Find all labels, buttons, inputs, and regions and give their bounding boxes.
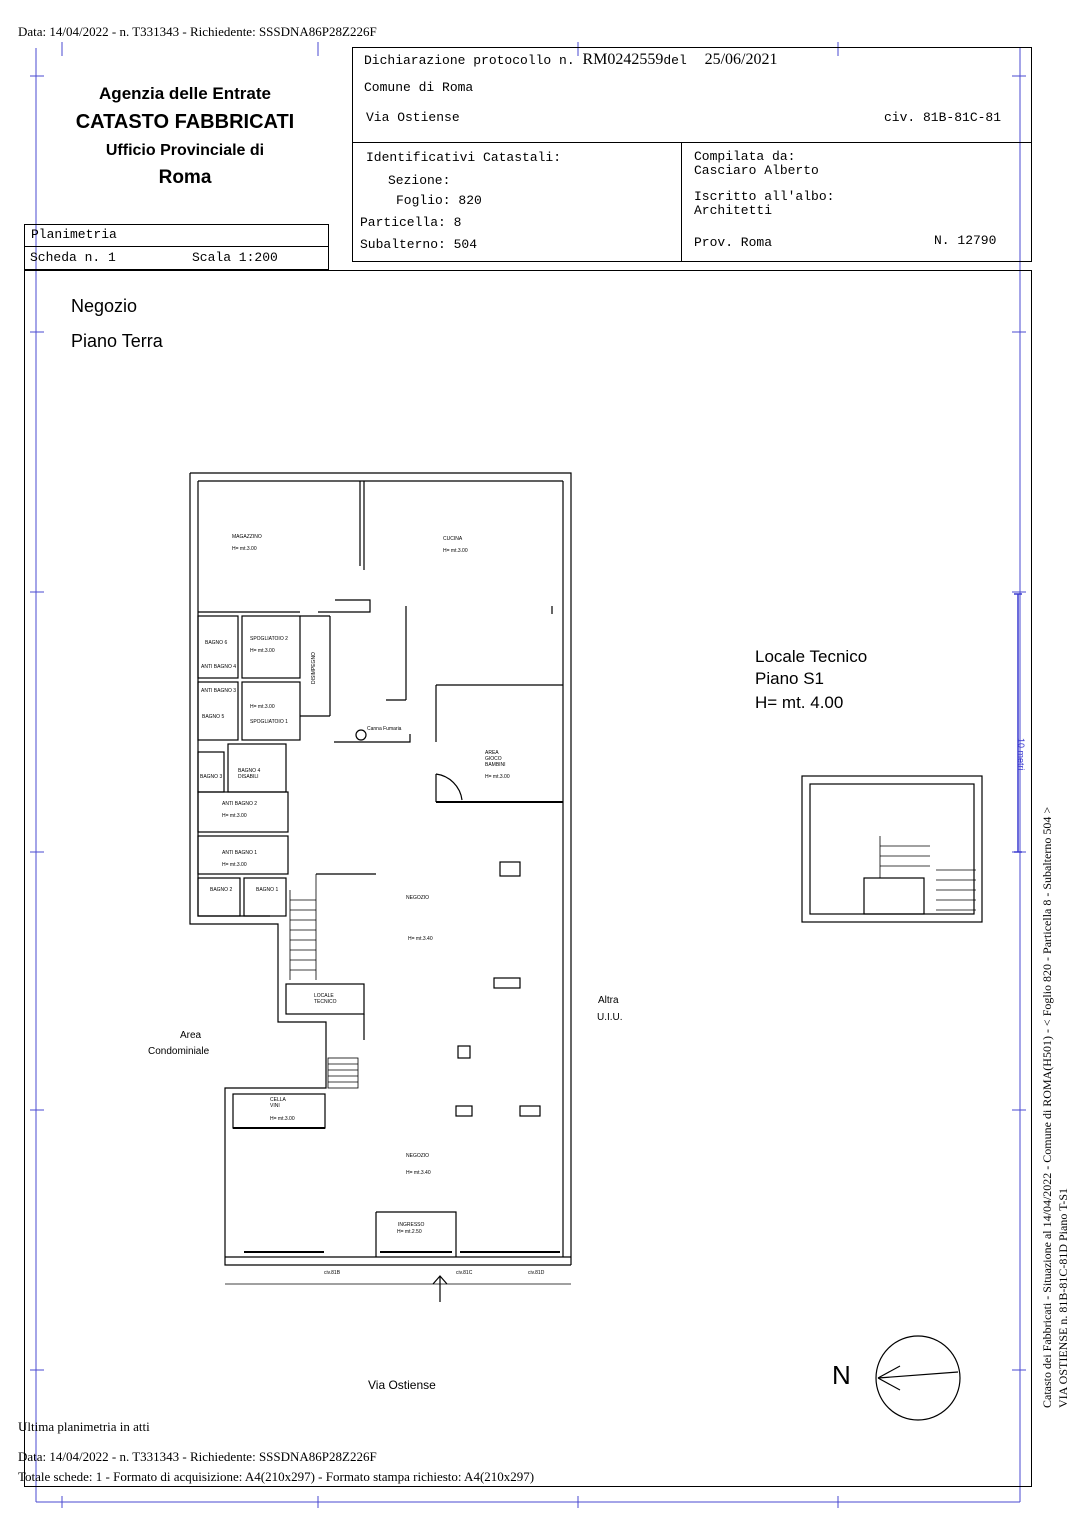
comune: Comune di Roma [364,80,474,95]
ufficio-city: Roma [158,167,212,188]
civ-81c: civ.81C [456,1270,473,1276]
foglio: Foglio: 820 [396,193,482,208]
albo-value: Architetti [694,203,773,218]
tecnico-title: Locale Tecnico [755,647,868,666]
room-bagno5: BAGNO 5 [202,714,225,720]
room-bagno2: BAGNO 2 [210,887,233,893]
room-antibagno3: ANTI BAGNO 3 [201,688,237,694]
prov: Prov. Roma [694,235,773,250]
room-spogliatoio2: SPOGLIATOIO 2 [250,636,288,642]
catasto-title: CATASTO FABBRICATI [75,111,295,133]
room-cucina-h: H= mt.3.00 [443,548,468,554]
room-disimpegno: DISIMPEGNO [311,652,317,684]
sezione: Sezione: [388,173,451,188]
room-antibagno2-h: H= mt.3.00 [222,813,247,819]
identificativi-title: Identificativi Catastali: [366,150,562,165]
room-cella: CELLA VINI [270,1097,286,1109]
tecnico-height: H= mt. 4.00 [755,693,844,712]
room-antibagno1: ANTI BAGNO 1 [222,850,258,856]
albo-number: N. 12790 [934,233,997,248]
room-spogliatoio1-h: H= mt.3.00 [250,704,275,710]
subalterno: Subalterno: 504 [360,237,478,252]
civ-81b: civ.81B [324,1270,341,1276]
room-area-gioco-h: H= mt.3.00 [485,774,510,780]
planimetria-label: Planimetria [31,227,117,242]
room-antibagno1-h: H= mt.3.00 [222,862,247,868]
room-magazzino: MAGAZZINO [232,534,262,540]
altra-uiu: U.I.U. [597,1012,623,1023]
room-antibagno2: ANTI BAGNO 2 [222,801,258,807]
declaration-del: del [663,53,687,68]
tecnico-floor: Piano S1 [755,669,824,688]
room-bagno3: BAGNO 3 [200,774,223,780]
plan-title: Negozio [71,296,138,316]
footer-totale: Totale schede: 1 - Formato di acquisizione: A4(210x297) - Formato stampa richiesto: A4(210x297) [18,1469,535,1484]
footer-ultima: Ultima planimetria in atti [18,1419,150,1434]
room-spogliatoio1: SPOGLIATOIO 1 [250,719,288,725]
room-locale-tecnico: LOCALE TECNICO [314,993,337,1005]
scale-mark: 10 metri [1016,738,1026,771]
room-spogliatoio2-h: H= mt.3.00 [250,648,275,654]
room-antibagno4: ANTI BAGNO 4 [201,664,237,670]
scheda-label: Scheda n. 1 [30,250,116,265]
declaration-prefix: Dichiarazione protocollo n. [364,53,575,68]
room-ingresso: INGRESSO [398,1222,425,1228]
altra-label: Altra [598,995,619,1006]
room-bagno4: BAGNO 4 DISABILI [238,768,261,780]
scala-label: Scala 1:200 [192,250,278,265]
ufficio-label: Ufficio Provinciale di [105,142,265,159]
albo-label: Iscritto all'albo: [694,189,835,204]
agency-name: Agenzia delle Entrate [99,84,271,103]
room-magazzino-h: H= mt.3.00 [232,546,257,552]
compilata-name: Casciaro Alberto [694,163,819,178]
area-condominiale: Condominiale [148,1046,210,1057]
civ-81d: civ.81D [528,1270,545,1276]
room-negozio-h: H= mt.3.40 [408,936,433,942]
footer-data: Data: 14/04/2022 - n. T331343 - Richiedente: SSSDNA86P28Z226F [18,1449,377,1464]
room-ingresso-h: H= mt.2.50 [397,1229,422,1235]
area-label: Area [180,1030,202,1041]
declaration-number: RM0242559 [582,51,664,68]
side-text-address: VIA OSTIENSE n. 81B-81C-81D Piano T-S1 [1056,1187,1070,1408]
declaration-date: 25/06/2021 [704,51,778,68]
plan-floor: Piano Terra [71,331,163,351]
particella: Particella: 8 [360,215,462,230]
room-cucina: CUCINA [443,536,463,542]
canna-fumaria: Canna Fumaria [367,726,402,732]
room-cella-h: H= mt.3.00 [270,1116,295,1122]
room-area-gioco: AREA GIOCO BAMBINI [485,750,506,768]
north-label: N [832,1360,851,1390]
side-text-catasto: Catasto dei Fabbricati - Situazione al 14/04/2022 - Comune di ROMA(H501) - < Foglio 820 - Particella 8 - Subalterno 504 > [1040,806,1054,1408]
room-negozio: NEGOZIO [406,895,430,901]
room-negozio2: NEGOZIO [406,1153,430,1159]
via: Via Ostiense [366,110,460,125]
compilata-label: Compilata da: [694,149,796,164]
room-negozio2-h: H= mt.3.40 [406,1170,431,1176]
room-bagno1: BAGNO 1 [256,887,279,893]
civico: civ. 81B-81C-81 [884,110,1002,125]
header-line: Data: 14/04/2022 - n. T331343 - Richiedente: SSSDNA86P28Z226F [18,24,377,39]
room-bagno6: BAGNO 6 [205,640,228,646]
street-label: Via Ostiense [368,1378,436,1392]
